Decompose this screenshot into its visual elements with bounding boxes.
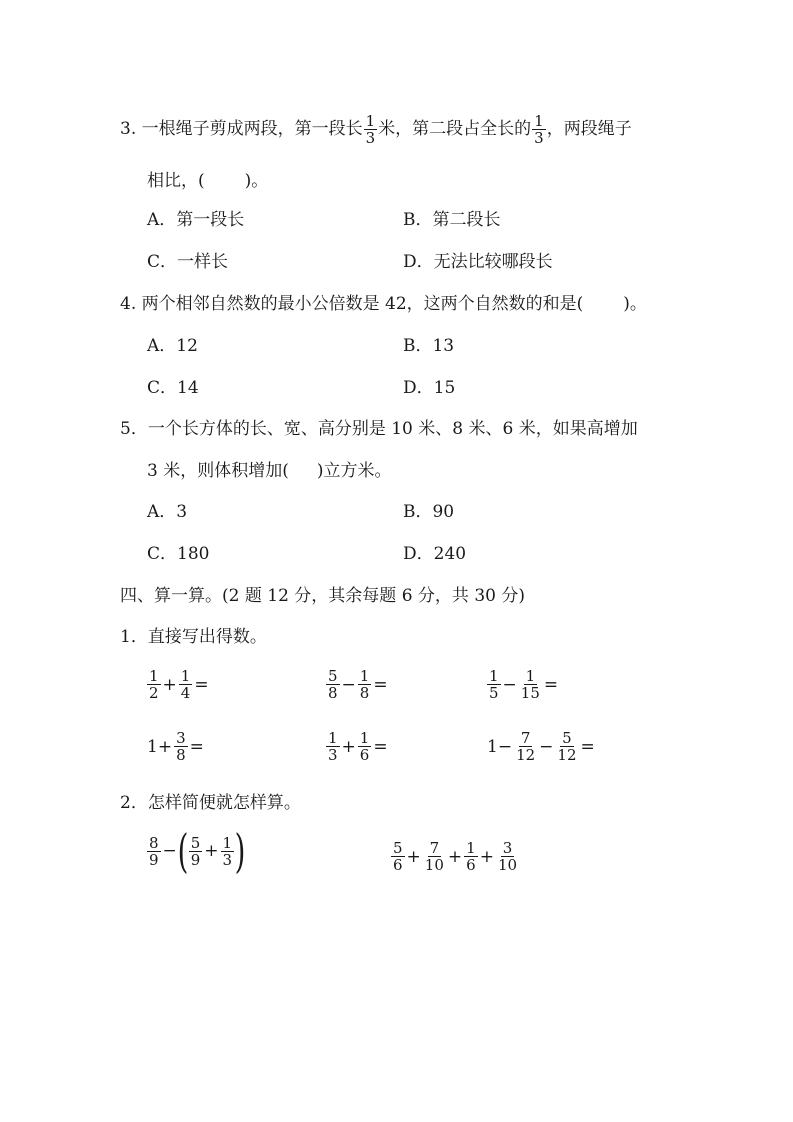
- calc1-expr-5: $\frac{1}{3}$ + $\frac{1}{6}$ =: [328, 729, 388, 764]
- q3-option-c[interactable]: C．一样长: [147, 252, 229, 272]
- q5-line2: 3 米，则体积增加( )立方米。: [147, 461, 392, 481]
- q5-option-a[interactable]: A．3: [147, 502, 188, 522]
- q3-text-a: 3. 一根绳子剪成两段，第一段长: [120, 119, 363, 139]
- q5-option-b[interactable]: B．90: [403, 502, 455, 522]
- right-paren: ): [234, 824, 246, 878]
- calc1-expr-3: $\frac{1}{5}$ − $\frac{1}{15}$ =: [489, 667, 559, 702]
- fraction: $\frac{1}{4}$: [180, 667, 191, 702]
- fraction: $\frac{1}{6}$: [359, 729, 370, 764]
- fraction: $\frac{1}{3}$: [328, 729, 338, 764]
- section-title: 四、算一算。(2 题 12 分，其余每题 6 分，共 30 分): [120, 586, 525, 606]
- fraction: $\frac{1}{2}$: [149, 667, 159, 702]
- q5-option-d[interactable]: D．240: [403, 544, 467, 564]
- calc2-expr-2: $\frac{5}{6}$ + $\frac{7}{10}$ + $\frac{1}{6}$ + $\frac{3}{10}$: [393, 839, 518, 874]
- q4-option-c[interactable]: C．14: [147, 378, 199, 398]
- q3-text-b: 米，第二段占全长的: [378, 119, 532, 139]
- fraction: $\frac{5}{8}$: [328, 667, 338, 702]
- q3-fraction-2: $\frac{1}{3}$: [534, 112, 544, 147]
- q3-line2: 相比，( )。: [147, 171, 269, 191]
- fraction: $\frac{7}{10}$: [424, 839, 444, 874]
- q3-option-a[interactable]: A．第一段长: [147, 210, 245, 230]
- q3-option-b[interactable]: B．第二段长: [403, 210, 501, 230]
- q5-line1: 5．一个长方体的长、宽、高分别是 10 米、8 米、6 米，如果高增加: [120, 419, 638, 439]
- q3-text-c: ，两段绳子: [546, 119, 632, 139]
- q4-option-b[interactable]: B．13: [403, 336, 455, 356]
- calc1-expr-1: $\frac{1}{2}$ + $\frac{1}{4}$ =: [149, 667, 209, 702]
- q4-option-d[interactable]: D．15: [403, 378, 456, 398]
- calc2-title: 2．怎样简便就怎样算。: [120, 793, 301, 813]
- fraction: $\frac{5}{12}$: [557, 729, 577, 764]
- fraction: $\frac{8}{9}$: [149, 833, 159, 869]
- calc1-expr-4: 1+ $\frac{3}{8}$ =: [147, 729, 204, 764]
- calc2-expr-1: $\frac{8}{9}$ − ( $\frac{5}{9}$ + $\frac{1}{3}$ ): [149, 824, 246, 878]
- fraction: $\frac{1}{8}$: [359, 667, 370, 702]
- q4-option-a[interactable]: A．12: [147, 336, 198, 356]
- fraction: $\frac{3}{10}$: [497, 839, 518, 874]
- q5-option-c[interactable]: C．180: [147, 544, 210, 564]
- fraction: $\frac{1}{15}$: [520, 667, 540, 702]
- calc1-expr-2: $\frac{5}{8}$ − $\frac{1}{8}$ =: [328, 667, 388, 702]
- fraction: $\frac{3}{8}$: [176, 729, 186, 764]
- q3-option-d[interactable]: D．无法比较哪段长: [403, 252, 553, 272]
- calc1-title: 1．直接写出得数。: [120, 627, 267, 647]
- fraction: $\frac{1}{5}$: [489, 667, 499, 702]
- fraction: $\frac{5}{6}$: [393, 839, 403, 874]
- left-paren: (: [177, 824, 189, 878]
- fraction: $\frac{1}{3}$: [222, 833, 233, 869]
- fraction: $\frac{7}{12}$: [516, 729, 536, 764]
- fraction: $\frac{1}{6}$: [466, 839, 476, 874]
- q4-stem: 4. 两个相邻自然数的最小公倍数是 42，这两个自然数的和是( )。: [120, 294, 647, 314]
- calc1-expr-6: 1− $\frac{7}{12}$ − $\frac{5}{12}$ =: [487, 729, 595, 764]
- fraction: $\frac{5}{9}$: [190, 833, 201, 869]
- q3-fraction-1: $\frac{1}{3}$: [365, 112, 376, 147]
- q3-line1: [120, 113, 632, 146]
